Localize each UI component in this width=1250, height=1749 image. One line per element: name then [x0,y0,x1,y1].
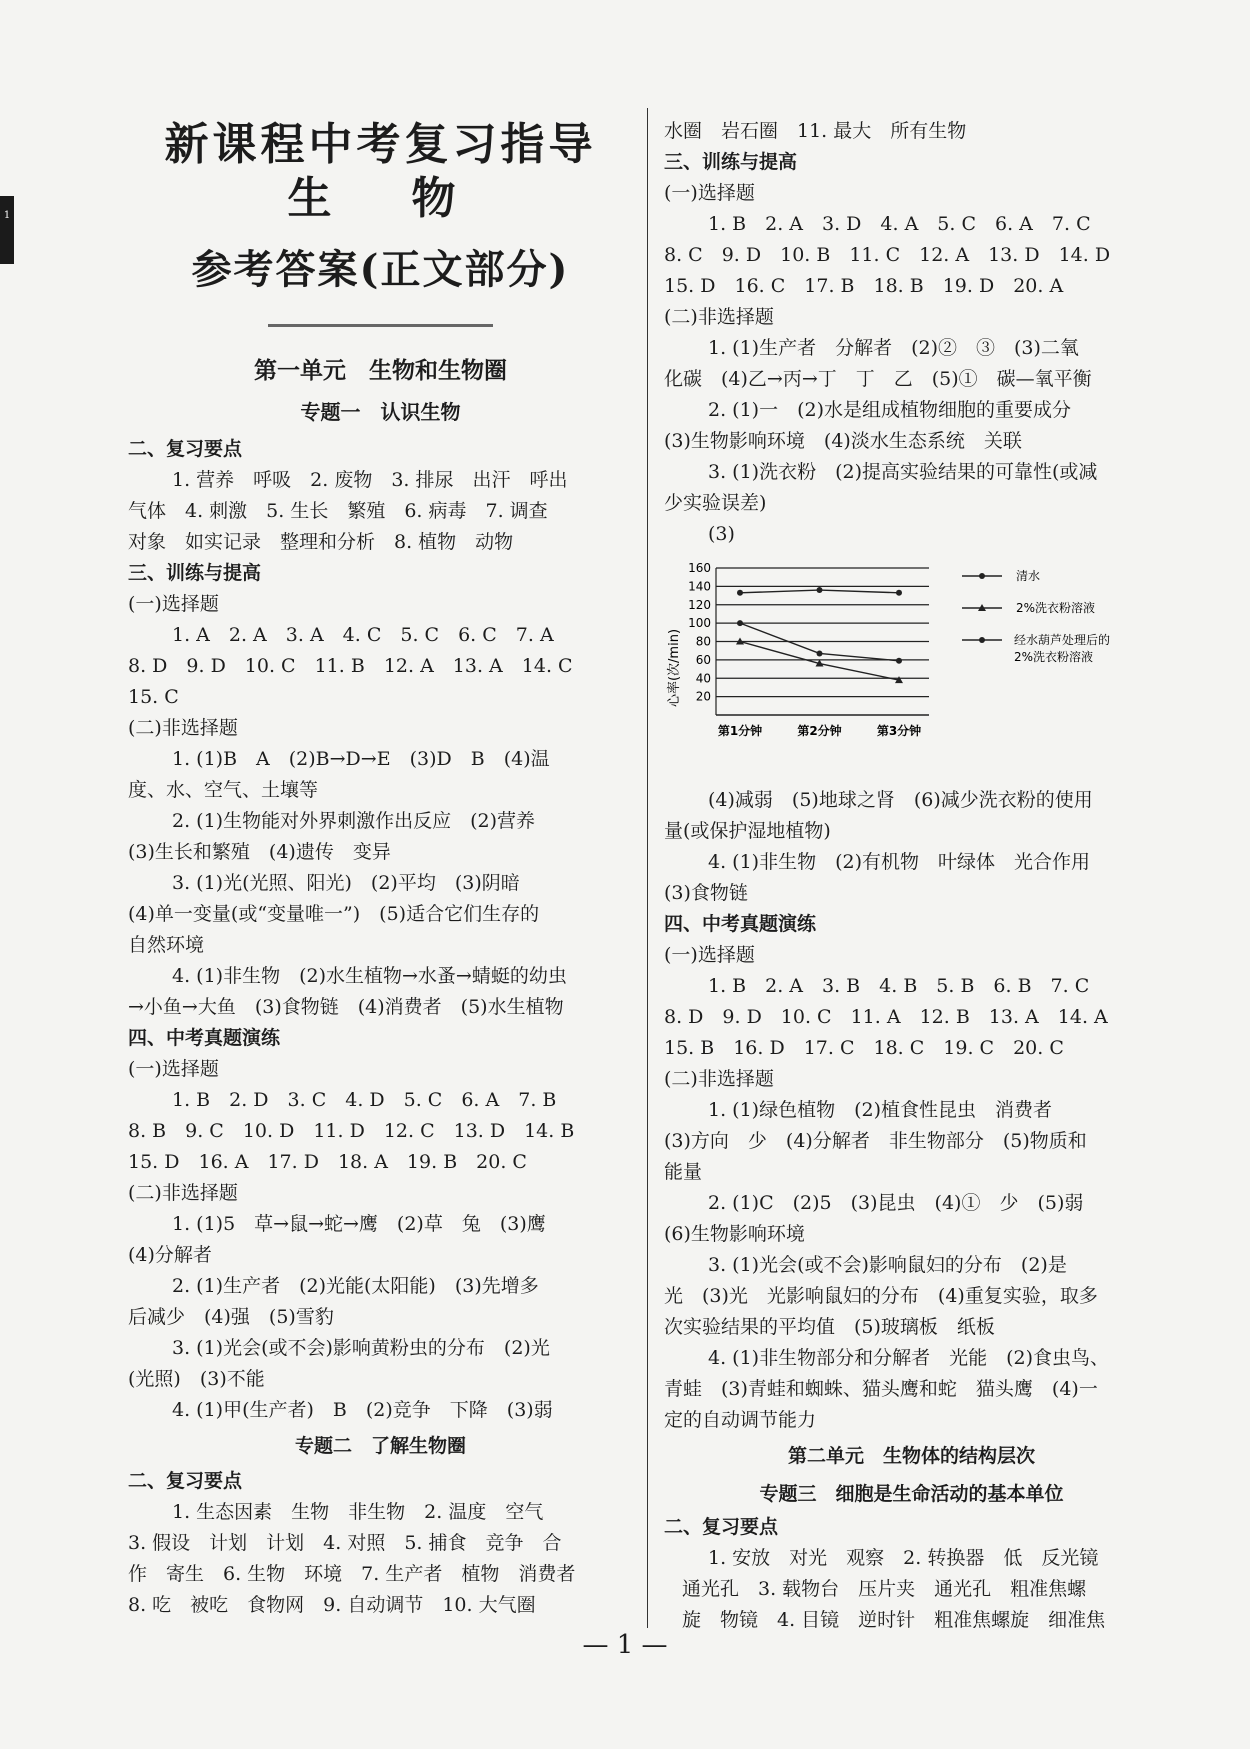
answer-line: 次实验结果的平均值 (5)玻璃板 纸板 [664,1316,995,1338]
answer-line: 自然环境 [128,934,205,956]
column-divider [647,108,648,1628]
x-tick-label: 第3分钟 [876,724,922,738]
unit2-title: 第二单元 生物体的结构层次 [787,1445,1035,1467]
answer-line: 2. (1)生产者 (2)光能(太阳能) (3)先增多 [172,1275,539,1297]
subject-title: 生 物 [287,173,474,224]
section-heading: 三、训练与提高 [664,151,798,173]
answer-line: (6)生物影响环境 [664,1223,805,1245]
x-tick-label: 第1分钟 [717,724,763,738]
text-line: 1. 生态因素 生物 非生物 2. 温度 空气 [172,1501,544,1523]
answer-line: 1. (1)B A (2)B→D→E (3)D B (4)温 [172,748,550,770]
answer-line: 3. (1)洗衣粉 (2)提高实验结果的可靠性(或减 [708,461,1098,483]
answer-line: (4)减弱 (5)地球之肾 (6)减少洗衣粉的使用 [708,789,1093,811]
chart-ylabel: 心率(次/min) [667,628,682,708]
answer-line: 4. (1)非生物 (2)有机物 叶绿体 光合作用 [708,851,1090,873]
answer-line: 4. (1)甲(生产者) B (2)竞争 下降 (3)弱 [172,1399,553,1421]
answer-line: 1. (1)生产者 分解者 (2)② ③ (3)二氧 [708,337,1079,359]
y-tick-label: 40 [695,671,711,686]
answer-line: 3. (1)光(光照、阳光) (2)平均 (3)阴暗 [172,872,520,894]
answer-line: 2. (1)C (2)5 (3)昆虫 (4)① 少 (5)弱 [708,1192,1084,1214]
answer-line: 4. (1)非生物 (2)水生植物→水蚤→蜻蜓的幼虫 [172,965,567,987]
y-tick-label: 140 [688,579,711,594]
answer-line: (3)生长和繁殖 (4)遗传 变异 [128,841,391,863]
legend-label: 2%洗衣粉溶液 [1014,650,1094,664]
answers-title: 参考答案(正文部分) [191,246,570,293]
section-heading: 二、复习要点 [664,1516,779,1538]
answer-line: (3)方向 少 (4)分解者 非生物部分 (5)物质和 [664,1130,1087,1152]
answer-line: 3. (1)光会(或不会)影响黄粉虫的分布 (2)光 [172,1337,550,1359]
answer-line: 8. B 9. C 10. D 11. D 12. C 13. D 14. B [128,1120,575,1142]
answer-line: 1. B 2. D 3. C 4. D 5. C 6. A 7. B [172,1089,557,1111]
answer-line: 2. (1)生物能对外界刺激作出反应 (2)营养 [172,810,535,832]
answer-line: 青蛙 (3)青蛙和蜘蛛、猫头鹰和蛇 猫头鹰 (4)一 [664,1378,1098,1400]
section-heading: 三、训练与提高 [128,562,262,584]
answer-line: 后减少 (4)强 (5)雪豹 [128,1306,334,1328]
text-line: 8. 吃 被吃 食物网 9. 自动调节 10. 大气圈 [128,1594,536,1616]
x-tick-label: 第2分钟 [797,724,842,738]
answer-line: 15. B 16. D 17. C 18. C 19. C 20. C [664,1037,1064,1059]
topic2-title: 专题二 了解生物圈 [294,1435,466,1457]
book-title: 新课程中考复习指导 [164,119,597,170]
answer-line: 8. D 9. D 10. C 11. B 12. A 13. A 14. C [128,655,573,677]
legend-marker [979,573,985,579]
subsection-heading: (一)选择题 [664,944,755,966]
topic3-title: 专题三 细胞是生命活动的基本单位 [759,1483,1064,1505]
y-tick-label: 160 [688,561,711,575]
answer-line: (3)生物影响环境 (4)淡水生态系统 关联 [664,430,1022,452]
y-tick-label: 20 [695,689,711,704]
left-main-text [128,434,633,1621]
subsection-heading: (二)非选择题 [664,1068,774,1090]
answer-line: 少实验误差) [664,492,767,514]
text-line: 水圈 岩石圈 11. 最大 所有生物 [664,120,967,142]
answer-line: 1. A 2. A 3. A 4. C 5. C 6. C 7. A [172,624,554,646]
data-point [737,590,743,596]
subsection-heading: (二)非选择题 [664,306,774,328]
answer-line: (4)分解者 [128,1244,212,1266]
answer-line: 8. D 9. D 10. C 11. A 12. B 13. A 14. A [664,1006,1108,1028]
section-heading: 二、复习要点 [128,1470,243,1492]
data-point [817,650,823,656]
subsection-heading: (一)选择题 [128,593,219,615]
y-tick-label: 100 [688,616,711,631]
subsection-heading: (一)选择题 [128,1058,219,1080]
title-rule [268,324,493,327]
section-heading: 四、中考真题演练 [128,1027,281,1049]
answer-line: (3) [708,523,735,545]
topic1-title: 专题一 认识生物 [300,400,461,424]
text-line: 1. 安放 对光 观察 2. 转换器 低 反光镜 [708,1547,1099,1569]
text-line: 通光孔 3. 载物台 压片夹 通光孔 粗准焦螺 [682,1578,1087,1600]
answer-line: 1. B 2. A 3. B 4. B 5. B 6. B 7. C [708,975,1090,997]
subsection-heading: (二)非选择题 [128,717,238,739]
answer-line: 3. (1)光会(或不会)影响鼠妇的分布 (2)是 [708,1254,1067,1276]
subsection-heading: (二)非选择题 [128,1182,238,1204]
answer-line: (4)单一变量(或“变量唯一”) (5)适合它们生存的 [128,903,540,925]
y-tick-label: 80 [695,634,711,649]
answer-line: 化碳 (4)乙→丙→丁 丁 乙 (5)① 碳—氧平衡 [664,368,1092,390]
answer-line: 1. (1)5 草→鼠→蛇→鹰 (2)草 兔 (3)鹰 [172,1213,546,1235]
right-main-text [664,116,1159,1636]
answer-line: 8. C 9. D 10. B 11. C 12. A 13. D 14. D [664,244,1111,266]
answer-line: (光照) (3)不能 [128,1368,265,1390]
section-heading: 二、复习要点 [128,438,243,460]
heart-rate-chart [664,550,1159,785]
text-line: 气体 4. 刺激 5. 生长 繁殖 6. 病毒 7. 调查 [128,500,548,522]
side-tab: 1 [0,196,14,264]
answer-line: 能量 [664,1161,703,1183]
data-point [817,587,823,593]
answer-line: 定的自动调节能力 [664,1409,817,1431]
y-tick-label: 120 [688,597,711,612]
unit1-title: 第一单元 生物和生物圈 [254,357,507,384]
y-tick-label: 60 [695,652,711,667]
section-heading: 四、中考真题演练 [664,913,817,935]
answer-line: 15. D 16. C 17. B 18. B 19. D 20. A [664,275,1064,297]
text-line: 作 寄生 6. 生物 环境 7. 生产者 植物 消费者 [128,1563,576,1585]
answer-line: 光 (3)光 光影响鼠妇的分布 (4)重复实验，取多 [664,1285,1098,1307]
data-point [896,590,902,596]
answer-line: 度、水、空气、土壤等 [128,779,319,801]
subsection-heading: (一)选择题 [664,182,755,204]
text-line: 对象 如实记录 整理和分析 8. 植物 动物 [128,531,514,553]
page-number: — 1 — [582,1630,668,1660]
legend-marker [979,637,985,643]
legend-label: 经水葫芦处理后的 [1014,633,1111,647]
answer-line: 1. (1)绿色植物 (2)植食性昆虫 消费者 [708,1099,1052,1121]
answer-line: →小鱼→大鱼 (3)食物链 (4)消费者 (5)水生植物 [128,996,564,1018]
text-line: 旋 物镜 4. 目镜 逆时针 粗准焦螺旋 细准焦 [682,1609,1106,1631]
answer-line: 4. (1)非生物部分和分解者 光能 (2)食虫鸟、 [708,1347,1109,1369]
answer-line: 15. D 16. A 17. D 18. A 19. B 20. C [128,1151,527,1173]
legend-label: 清水 [1016,569,1041,583]
answer-line: (3)食物链 [664,882,748,904]
answer-line: 1. B 2. A 3. D 4. A 5. C 6. A 7. C [708,213,1091,235]
text-line: 3. 假设 计划 计划 4. 对照 5. 捕食 竞争 合 [128,1532,562,1554]
legend-label: 2%洗衣粉溶液 [1016,601,1096,615]
answer-line: 量(或保护湿地植物) [664,820,831,842]
data-point [737,620,743,626]
data-point [896,658,902,664]
answer-line: 2. (1)一 (2)水是组成植物细胞的重要成分 [708,399,1071,421]
answer-line: 15. C [128,686,179,708]
text-line: 1. 营养 呼吸 2. 废物 3. 排尿 出汗 呼出 [172,469,568,491]
